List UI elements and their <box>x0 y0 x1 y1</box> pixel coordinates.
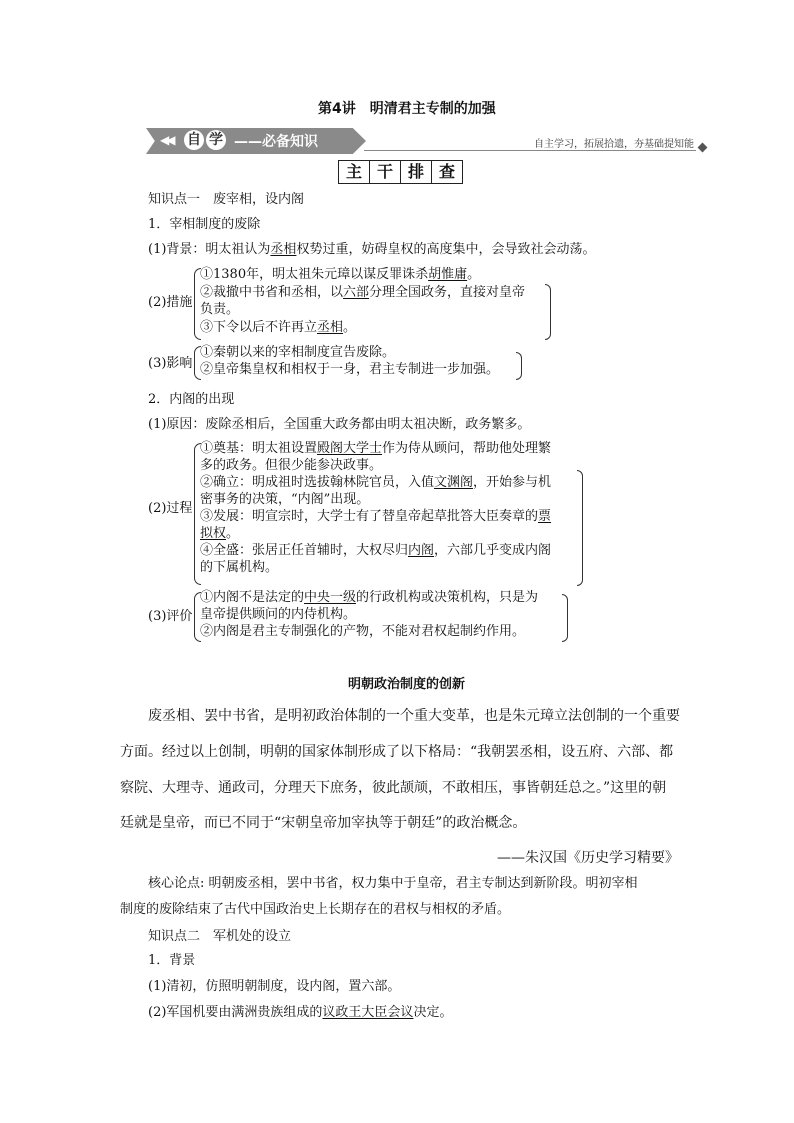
reading-paragraph-line: 方面。经过以上创制，明朝的国家体制形成了以下格局：“我朝罢丞相，设五府、六部、都 <box>120 744 674 760</box>
diamond-icon <box>698 143 708 153</box>
kp1-heading: 知识点一 废宰相，设内阁 <box>148 192 305 207</box>
label-char: 查 <box>431 160 463 184</box>
process-label: (2)过程 <box>148 501 193 516</box>
banner-title: ——必备知识 <box>234 134 318 150</box>
right-brace <box>545 284 551 340</box>
reading-paragraph-line: 察院、大理寺、通政司，分理天下庶务，彼此颉颃，不敢相压，事皆朝廷总之。”这里的朝 <box>120 780 667 796</box>
measure-2-cont: 负责。 <box>200 302 240 317</box>
measures-label: (2)措施 <box>148 295 193 310</box>
background-line: (1)背景：明太祖认为丞相权势过重，妨碍皇权的高度集中，会导致社会动荡。 <box>148 242 596 257</box>
kp2-s1-heading: 1．背景 <box>148 953 196 968</box>
process-1: ①奠基：明太祖设置殿阁大学士作为侍从顾问，帮助他处理繁 <box>200 441 552 456</box>
influence-2: ②皇帝集皇权和相权于一身，君主专制进一步加强。 <box>200 362 500 377</box>
process-3: ③发展：明宣宗时，大学士有了替皇帝起草批答大臣奏章的票 <box>200 509 552 524</box>
section-label <box>338 160 463 184</box>
reading-source: ——朱汉国《历史学习精要》 <box>497 850 679 866</box>
label-char: 主 <box>338 160 369 184</box>
double-arrow-icon: ◀◀ <box>160 133 173 147</box>
banner-char-1: 自 <box>184 130 204 150</box>
kp1-s2-heading: 2．内阁的出现 <box>148 392 235 407</box>
right-brace <box>577 470 583 586</box>
process-3-cont: 拟权。 <box>200 526 240 541</box>
label-char: 干 <box>369 160 400 184</box>
evaluation-1: ①内阁不是法定的中央一级的行政机构或决策机构，只是为 <box>200 590 539 605</box>
page-title: 第4讲 明清君主专制的加强 <box>318 101 496 117</box>
label-char: 排 <box>400 160 431 184</box>
reason-line: (1)原因：废除丞相后，全国重大政务都由明太祖决断，政务繁多。 <box>148 417 531 432</box>
banner-char-2: 学 <box>206 130 226 150</box>
banner-subtitle: 自主学习，拓展拾遗，夯基础提知能 <box>534 139 694 150</box>
process-4: ④全盛：张居正任首辅时，大权尽归内阁，六部几乎变成内阁 <box>200 543 552 558</box>
reading-paragraph-line: 廷就是皇帝，而已不同于“宋朝皇帝加宰执等于朝廷”的政治概念。 <box>120 815 527 831</box>
right-brace <box>516 352 522 380</box>
kp2-line-2: (2)军国机要由满洲贵族组成的议政王大臣会议决定。 <box>148 1005 453 1020</box>
measure-1: ①1380年，明太祖朱元璋以谋反罪诛杀胡惟庸。 <box>200 267 481 282</box>
evaluation-2: ②内阁是君主专制强化的产物，不能对君权起制约作用。 <box>200 624 526 639</box>
influence-1: ①秦朝以来的宰相制度宣告废除。 <box>200 345 396 360</box>
process-2: ②确立：明成祖时选拔翰林院官员，入值文渊阁，开始参与机 <box>200 475 552 490</box>
right-brace <box>562 594 568 642</box>
evaluation-1-cont: 皇帝提供顾问的内侍机构。 <box>200 607 357 622</box>
process-2-cont: 密事务的决策，“内阁”出现。 <box>200 492 370 507</box>
evaluation-label: (3)评价 <box>148 609 193 624</box>
process-4-cont: 的下属机构。 <box>200 560 279 575</box>
influence-label: (3)影响 <box>148 356 193 371</box>
section-banner <box>146 128 706 154</box>
kp2-heading: 知识点二 军机处的设立 <box>148 929 292 944</box>
core-point-line: 制度的废除结束了古代中国政治史上长期存在的君权与相权的矛盾。 <box>120 902 511 917</box>
kp2-line-1: (1)清初，仿照明朝制度，设内阁，置六部。 <box>148 979 401 994</box>
measure-2: ②裁撤中书省和丞相，以六部分理全国政务，直接对皇帝 <box>200 285 526 300</box>
process-1-cont: 多的政务。但很少能参决政事。 <box>200 458 383 473</box>
reading-heading: 明朝政治制度的创新 <box>348 677 466 692</box>
core-point-line: 核心论点: 明朝废丞相，罢中书省，权力集中于皇帝，君主专制达到新阶段。明初宰相 <box>148 876 638 891</box>
kp1-s1-heading: 1．宰相制度的废除 <box>148 217 261 232</box>
measure-3: ③下令以后不许再立丞相。 <box>200 320 357 335</box>
reading-paragraph-line: 废丞相、罢中书省，是明初政治体制的一个重大变革，也是朱元璋立法创制的一个重要 <box>148 708 680 724</box>
banner-divider <box>364 150 696 151</box>
banner-circles <box>184 130 226 150</box>
